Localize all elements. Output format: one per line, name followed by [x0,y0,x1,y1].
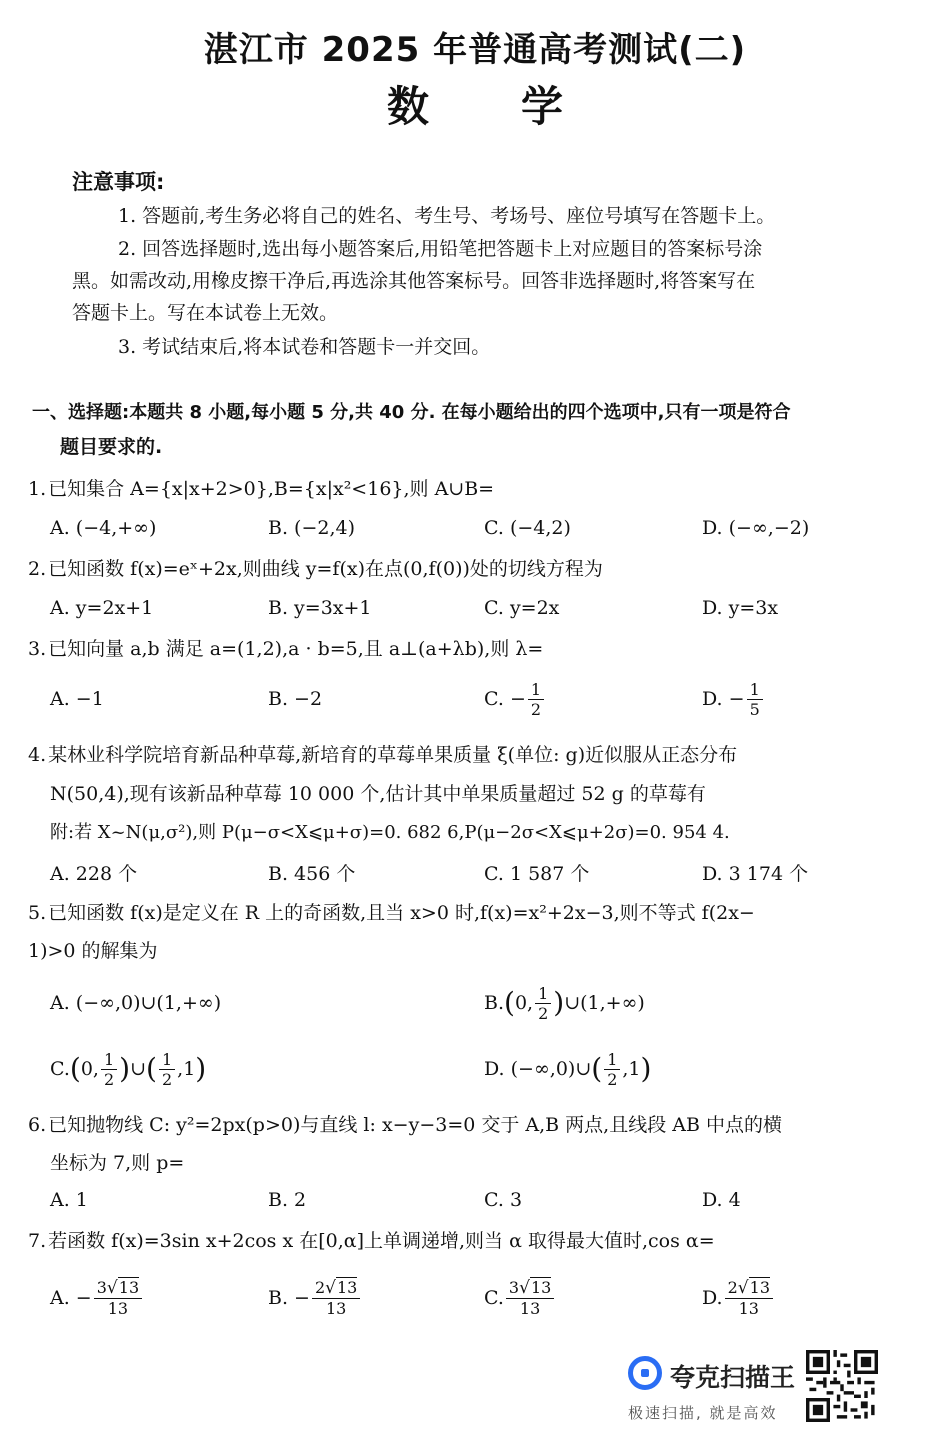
option-d: D. (−∞,−2) [702,517,810,539]
question-number: 2. [28,558,47,580]
question-stem-line: N(50,4),现有该新品种草莓 10 000 个,估计其中单果质量超过 52 g 的草莓有 [50,783,706,805]
options-q5-row1 [50,980,910,1026]
fraction [312,1278,360,1318]
options-q7 [50,1272,910,1324]
interval-tail: ,1 [177,1058,196,1080]
option-c: C. y=2x [484,597,560,619]
option-b: B. 2 [268,1189,307,1211]
section-heading [32,396,912,464]
section-line: 一、选择题:本题共 8 小题,每小题 5 分,共 40 分. 在每小题给出的四个选项中,只有一项是符合 [32,402,791,423]
option-c: C. 1 587 个 [484,862,590,885]
option-a: A. 228 个 [50,862,138,885]
option-a: A. 1 [50,1189,88,1211]
question-stem-line: 坐标为 7,则 p= [50,1152,185,1174]
option-b [268,1272,362,1324]
notes-heading: 注意事项: [72,170,165,194]
subject-title [0,74,950,134]
numerator: 1 [159,1050,175,1070]
interval-tail: ,1 [622,1058,641,1080]
question-stem-line: 1)>0 的解集为 [28,940,158,962]
denominator: 2 [161,1069,173,1089]
question-stem: 若函数 f(x)=3sin x+2cos x 在[0,α]上单调递增,则当 α 取得最大值时,cos α= [48,1230,715,1252]
interval-start: 0, [80,1058,99,1080]
option-d: D. 3 174 个 [702,862,809,885]
options-q1 [50,508,910,548]
question-stem-line: 附:若 X~N(μ,σ²),则 P(μ−σ<X⩽μ+σ)=0. 682 6,P(μ−2σ<X⩽μ+2σ)=0. 954 4. [50,822,730,843]
denominator: 5 [749,699,760,719]
question-6 [28,1110,782,1137]
option-label: A. − [50,1287,92,1309]
question-number: 3. [28,638,47,660]
question-7 [28,1226,715,1253]
denominator: 2 [530,699,542,719]
option-c: C. ( 0, $\frac{1}{2}$ ) ∪ ( $\frac{1}{2}$ ,1 ) [50,1049,207,1089]
numerator: 1 [528,680,544,700]
numerator: 2√13 [312,1278,360,1299]
option-b: B. (−2,4) [268,517,356,539]
question-3 [28,634,543,661]
option-d: D. 4 [702,1189,741,1211]
option-a: A. −1 [50,688,104,710]
question-stem: 已知向量 a,b 满足 a=(1,2),a · b=5,且 a⊥(a+λb),则 λ= [48,638,544,660]
fraction [159,1050,175,1089]
option-c [484,1272,556,1324]
interval-tail: ∪(1,+∞) [564,992,645,1014]
options-q4 [50,852,910,892]
numerator: 1 [604,1050,620,1070]
numerator: 1 [747,680,763,700]
section-line: 题目要求的. [60,436,163,458]
option-d: D. y=3x [702,597,779,619]
fraction [747,680,763,719]
option-label: D. (−∞,0)∪ [484,1058,592,1080]
option-label: C. [50,1058,70,1080]
question-5 [28,898,755,925]
question-4 [28,740,737,767]
qr-code-icon [806,1350,878,1422]
fraction [528,680,544,719]
question-stem: 已知函数 f(x)是定义在 R 上的奇函数,且当 x>0 时,f(x)=x²+2x−3,则不等式 f(2x− [48,902,755,924]
option-label: B. − [268,1287,310,1309]
option-c [484,676,546,722]
subject-char: 数 [386,82,429,131]
option-d [702,1272,775,1324]
option-label: D. − [702,688,745,710]
exam-title: 湛江市 2025 年普通高考测试(二) [203,30,747,70]
note-line: 3. 考试结束后,将本试卷和答题卡一并交回。 [118,336,491,358]
question-stem: 已知集合 A={x|x+2>0},B={x|x²<16},则 A∪B= [48,478,495,500]
denominator: 13 [325,1299,347,1318]
denominator: 13 [519,1299,541,1318]
denominator: 2 [103,1069,115,1089]
option-label: C. [484,1287,504,1309]
question-stem: 某林业科学院培育新品种草莓,新培育的草莓单果质量 ξ(单位: g)近似服从正态分布 [48,744,738,766]
note-line: 黑。如需改动,用橡皮擦干净后,再选涂其他答案标号。回答非选择题时,将答案写在 [72,270,756,292]
question-stem: 已知抛物线 C: y²=2px(p>0)与直线 l: x−y−3=0 交于 A,B 两点,且线段 AB 中点的横 [48,1114,782,1136]
watermark-app-name: 夸克扫描王 [670,1363,796,1392]
option-c: C. 3 [484,1189,523,1211]
numerator: 1 [535,984,551,1004]
union-symbol: ∪ [130,1058,147,1080]
option-b: B. −2 [268,688,323,710]
numerator: 3√13 [94,1278,142,1299]
denominator: 2 [538,1003,549,1023]
fraction [725,1278,773,1318]
option-a: A. (−∞,0)∪(1,+∞) [50,992,222,1014]
options-q2 [50,588,910,628]
question-stem: 已知函数 f(x)=eˣ+2x,则曲线 y=f(x)在点(0,f(0))处的切线方程为 [48,558,603,580]
question-number: 1. [28,478,47,500]
quark-logo-icon [628,1356,662,1390]
watermark-slogan: 极速扫描, 就是高效 [628,1404,778,1422]
option-label: B. [484,992,505,1014]
question-number: 5. [28,902,47,924]
option-label: D. [702,1287,723,1309]
numerator: 2√13 [725,1278,773,1299]
question-number: 4. [28,744,47,766]
option-d [702,676,765,722]
question-2 [28,554,603,581]
options-q5-row2 [50,1046,910,1092]
option-b: B. ( 0, $\frac{1}{2}$ ) ∪(1,+∞) [484,983,645,1023]
interval-start: 0, [514,992,534,1014]
fraction [604,1050,620,1089]
note-line: 2. 回答选择题时,选出每小题答案后,用铅笔把答题卡上对应题目的答案标号涂 [118,238,763,260]
denominator: 13 [738,1299,759,1318]
option-c: C. (−4,2) [484,517,571,539]
denominator: 2 [607,1069,618,1089]
option-a [50,1272,144,1324]
option-a: A. y=2x+1 [50,597,154,619]
option-d: D. (−∞,0)∪ ( $\frac{1}{2}$ ,1 ) [484,1049,652,1089]
options-q3 [50,676,910,722]
subject-char: 学 [521,82,564,131]
numerator: 1 [101,1050,117,1070]
option-a: A. (−4,+∞) [50,517,157,539]
note-line: 1. 答题前,考生务必将自己的姓名、考生号、考场号、座位号填写在答题卡上。 [118,205,776,227]
option-b: B. 456 个 [268,862,356,885]
note-line: 答题卡上。写在本试卷上无效。 [72,302,339,324]
question-1 [28,474,494,501]
fraction [94,1278,142,1318]
denominator: 13 [107,1299,129,1318]
scanner-watermark [624,1352,924,1430]
option-b: B. y=3x+1 [268,597,372,619]
options-q6 [50,1180,910,1220]
option-label: C. − [484,688,526,710]
fraction [101,1050,117,1089]
numerator: 3√13 [506,1278,554,1299]
fraction [535,984,551,1023]
question-number: 6. [28,1114,47,1136]
question-number: 7. [28,1230,47,1252]
fraction [506,1278,554,1318]
